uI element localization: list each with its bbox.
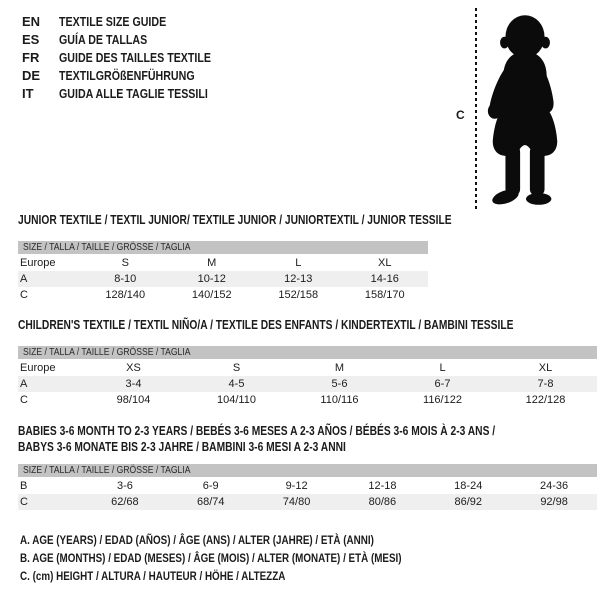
height-cell: 98/104: [116, 394, 151, 406]
size-cell: L: [295, 257, 302, 269]
age-cell: 24-36: [540, 480, 569, 492]
size-header-bar: [18, 241, 428, 254]
measurement-figure: [452, 8, 582, 213]
height-cell: 68/74: [196, 496, 225, 508]
size-header-bar: [18, 346, 597, 359]
height-dotted-line: [475, 8, 477, 209]
size-header-text: SIZE / TALLA / TAILLE / GRÖSSE / TAGLIA: [23, 346, 191, 358]
language-title-list: [22, 13, 244, 103]
height-cell: 110/116: [320, 394, 359, 406]
size-header-text: SIZE / TALLA / TAILLE / GRÖSSE / TAGLIA: [23, 241, 191, 253]
age-cell: 6-7: [434, 378, 451, 390]
size-cell: XS: [126, 362, 141, 374]
height-cell: 104/110: [217, 394, 256, 406]
table-row: [18, 271, 428, 287]
height-cell: 86/92: [454, 496, 482, 508]
row-label: C: [20, 496, 28, 508]
size-cell: M: [207, 257, 217, 269]
row-label: C: [20, 289, 28, 301]
language-code: EN: [22, 14, 41, 29]
age-cell: 12-13: [284, 273, 313, 285]
language-row: [22, 85, 244, 103]
footnote-height-cm: [20, 567, 485, 585]
section-babies-textile: [18, 424, 597, 510]
size-cell: XL: [538, 362, 553, 374]
table-row: [18, 360, 597, 376]
footnote-text: C. (cm) HEIGHT / ALTURA / HAUTEUR / HÖHE / ALTEZZA: [20, 569, 286, 583]
section-title-text: BABIES 3-6 MONTH TO 2-3 YEARS / BEBÉS 3-6 MESES A 2-3 AÑOS / BÉBÉS 3-6 MOIS À 2-3 ANS /: [18, 424, 496, 438]
size-cell: S: [121, 257, 129, 269]
guide-title: TEXTILE SIZE GUIDE: [59, 14, 167, 29]
height-cell: 62/68: [111, 496, 139, 508]
age-cell: 3-6: [116, 480, 133, 492]
age-cell: 12-18: [368, 480, 397, 492]
section-title: [18, 213, 452, 228]
language-row: [22, 67, 244, 85]
guide-title: TEXTILGRÖßENFÜHRUNG: [59, 68, 195, 83]
language-code: IT: [22, 86, 34, 101]
table-row: [18, 494, 597, 510]
section-title: [18, 424, 597, 455]
section-title-text: BABYS 3-6 MONATE BIS 2-3 JAHRE / BAMBINI 3-6 MESI A 2-3 ANNI: [18, 440, 346, 454]
row-label: B: [20, 480, 28, 492]
language-row: [22, 49, 244, 67]
language-code: ES: [22, 32, 40, 47]
row-label: Europe: [20, 362, 56, 374]
height-cell: 92/98: [540, 496, 568, 508]
table-row: [18, 255, 428, 271]
size-cell: L: [439, 362, 446, 374]
height-cell: 116/122: [423, 394, 462, 406]
height-cell: 158/170: [364, 289, 405, 301]
table-row: [18, 392, 597, 408]
age-cell: 8-10: [114, 273, 137, 285]
height-measure-label: C: [456, 108, 465, 122]
section-title-line: [18, 424, 597, 439]
footnote-text: B. AGE (MONTHS) / EDAD (MESES) / ÂGE (MOIS) / ALTER (MONATE) / ETÀ (MESI): [20, 551, 402, 565]
age-cell: 18-24: [454, 480, 483, 492]
language-row: [22, 31, 244, 49]
age-cell: 9-12: [285, 480, 308, 492]
guide-title: GUIDE DES TAILLES TEXTILE: [59, 50, 212, 65]
footnote-text: A. AGE (YEARS) / EDAD (AÑOS) / ÂGE (ANS) / ALTER (JAHRE) / ETÀ (ANNI): [20, 533, 374, 547]
age-cell: 6-9: [202, 480, 219, 492]
legend-footnotes: [20, 531, 485, 585]
age-cell: 10-12: [197, 273, 226, 285]
size-cell: S: [232, 362, 241, 374]
guide-title: GUÍA DE TALLAS: [59, 32, 148, 47]
section-junior-textile: [18, 213, 452, 303]
height-cell: 152/158: [278, 289, 319, 301]
footnote-age-months: [20, 549, 485, 567]
height-cell: 128/140: [105, 289, 146, 301]
language-code: DE: [22, 68, 41, 83]
guide-title: GUIDA ALLE TAGLIE TESSILI: [59, 86, 208, 101]
age-cell: 5-6: [331, 378, 348, 390]
size-cell: XL: [378, 257, 392, 269]
section-title-line: [18, 440, 597, 455]
age-cell: 3-4: [125, 378, 142, 390]
table-row: [18, 287, 428, 303]
language-code: FR: [22, 50, 40, 65]
row-label: Europe: [20, 257, 56, 269]
height-cell: 80/86: [368, 496, 397, 508]
section-title-text: CHILDREN'S TEXTILE / TEXTIL NIÑO/A / TEXTILE DES ENFANTS / KINDERTEXTIL / BAMBINI TESSILE: [18, 318, 514, 332]
size-cell: M: [334, 362, 345, 374]
section-title: [18, 318, 597, 333]
height-cell: 140/152: [191, 289, 232, 301]
row-label: A: [20, 378, 28, 390]
language-row: [22, 13, 244, 31]
row-label: A: [20, 273, 28, 285]
section-title-text: JUNIOR TEXTILE / TEXTIL JUNIOR/ TEXTILE JUNIOR / JUNIORTEXTIL / JUNIOR TESSILE: [18, 213, 452, 227]
table-row: [18, 478, 597, 494]
baby-silhouette-icon: [482, 10, 568, 210]
size-header-bar: [18, 464, 597, 477]
height-cell: 122/128: [525, 394, 566, 406]
section-childrens-textile: [18, 318, 597, 408]
table-row: [18, 376, 597, 392]
row-label: C: [20, 394, 28, 406]
age-cell: 14-16: [370, 273, 399, 285]
footnote-age-years: [20, 531, 485, 549]
height-cell: 74/80: [282, 496, 311, 508]
age-cell: 7-8: [537, 378, 554, 390]
size-header-text: SIZE / TALLA / TAILLE / GRÖSSE / TAGLIA: [23, 464, 191, 476]
age-cell: 4-5: [228, 378, 245, 390]
